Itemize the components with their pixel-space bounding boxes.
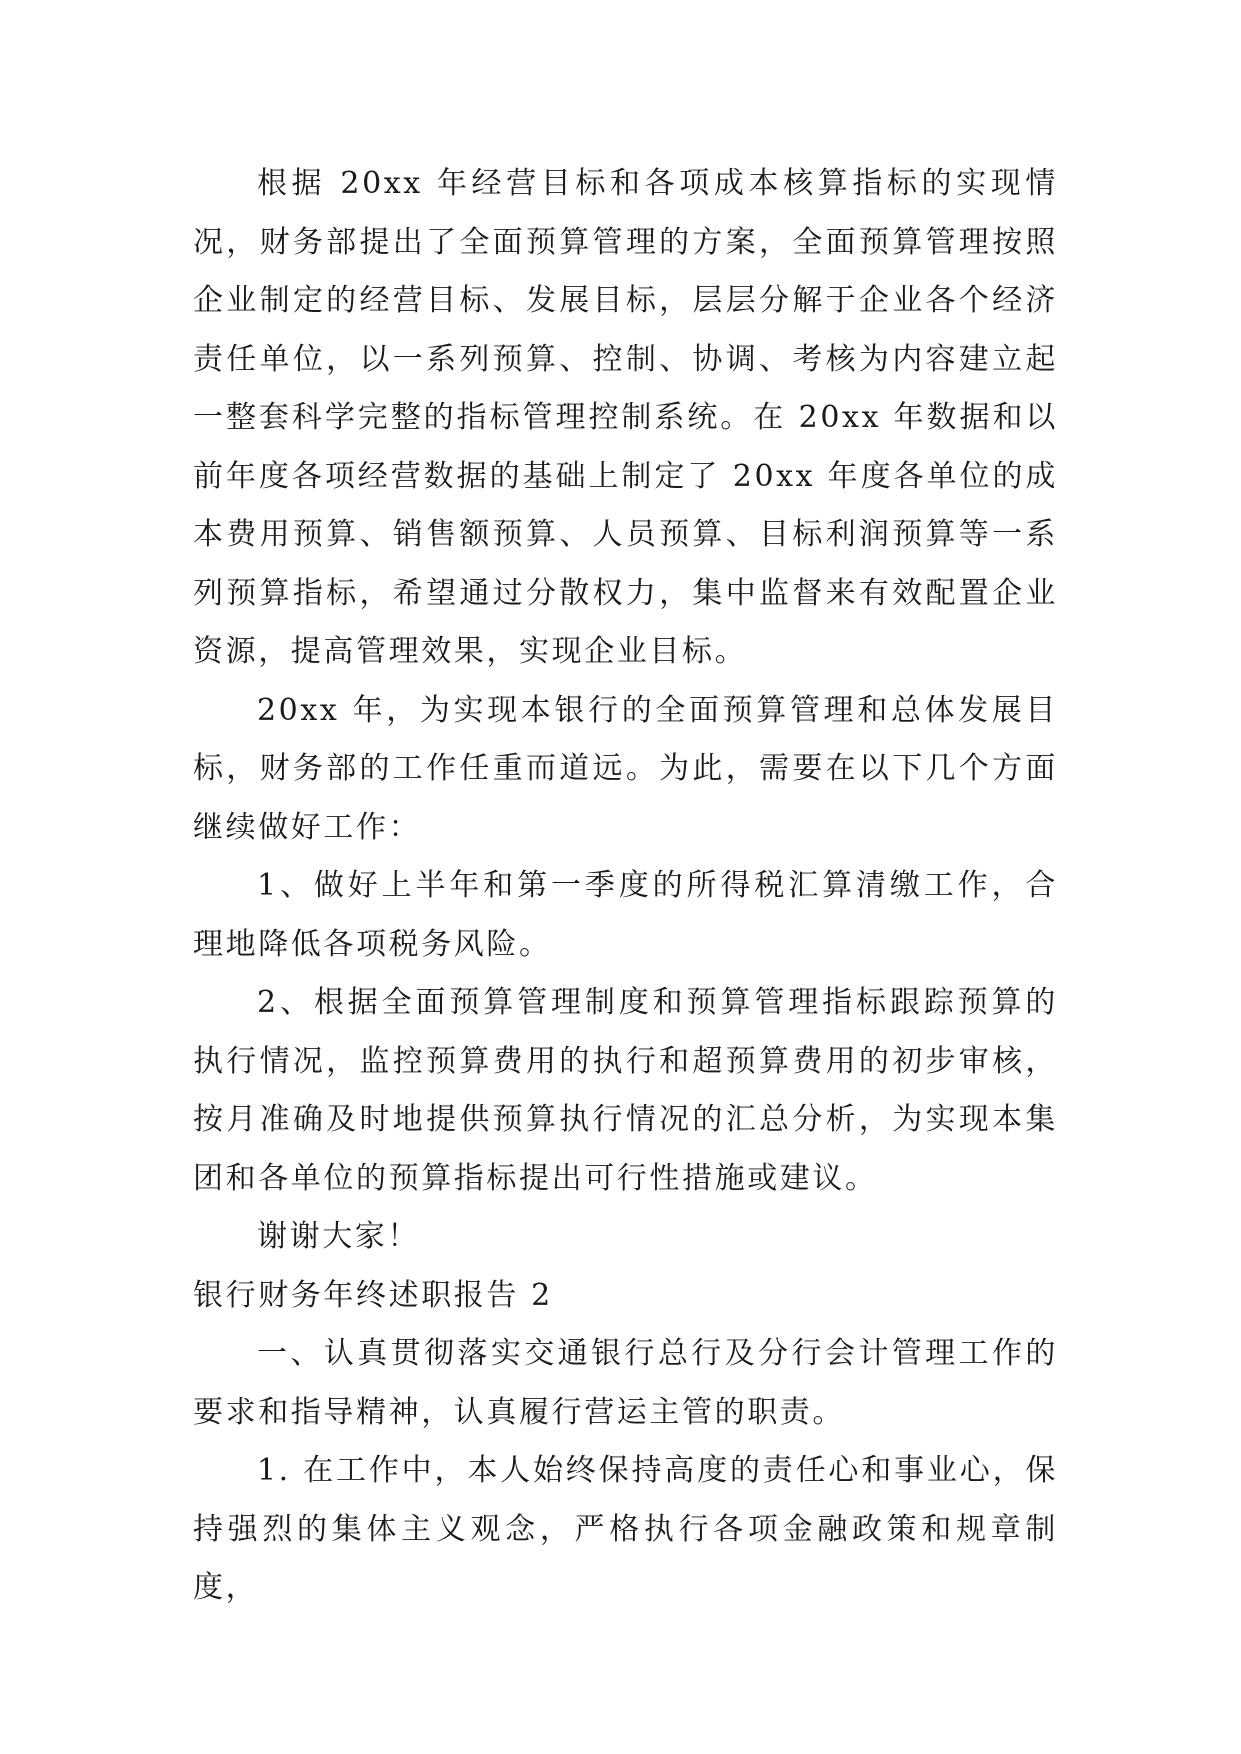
paragraph-budget-plan: 根据 20xx 年经营目标和各项成本核算指标的实现情况，财务部提出了全面预算管理的方案，全面预算管理按照企业制定的经营目标、发展目标，层层分解于企业各个经济责任单位，以一系列预算、控制、协调、考核为内容建立起一整套科学完整的指标管理控制系统。在 20xx 年数据和以前年度各项经营数据的基础上制定了 20xx 年度各单位的成本费用预算、销售额预算、人员预算、目标利润预算等一系列预算指标，希望通过分散权力，集中监督来有效配置企业资源，提高管理效果，实现企业目标。 <box>193 166 1058 669</box>
section-heading: 银行财务年终述职报告 2 <box>193 1277 553 1313</box>
paragraph-thanks: 谢谢大家！ <box>257 1219 420 1254</box>
paragraph-finance-tasks: 20xx 年，为实现本银行的全面预算管理和总体发展目标，财务部的工作任重而道远。为此，需要在以下几个方面继续做好工作： <box>193 692 1058 845</box>
document-body <box>193 155 1058 1618</box>
paragraph-section-1: 一、认真贯彻落实交通银行总行及分行会计管理工作的要求和指导精神，认真履行营运主管的职责。 <box>193 1336 1058 1430</box>
paragraph-item-1: 1、做好上半年和第一季度的所得税汇算清缴工作，合理地降低各项税务风险。 <box>193 868 1058 962</box>
paragraph-item-2: 2、根据全面预算管理制度和预算管理指标跟踪预算的执行情况，监控预算费用的执行和超预算费用的初步审核，按月准确及时地提供预算执行情况的汇总分析，为实现本集团和各单位的预算指标提出可行性措施或建议。 <box>193 985 1058 1196</box>
paragraph-section-1-item-1: 1. 在工作中，本人始终保持高度的责任心和事业心，保持强烈的集体主义观念，严格执行各项金融政策和规章制度， <box>193 1453 1058 1605</box>
